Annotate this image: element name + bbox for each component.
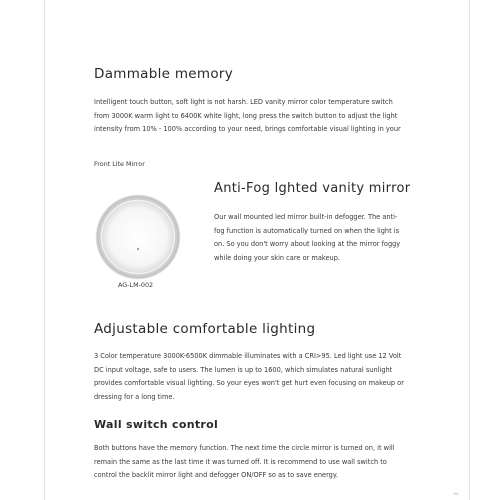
paragraph-line: remain the same as the last time it was turned off. It is recommend to use wall switch to	[94, 457, 387, 466]
round-led-mirror-image	[94, 193, 182, 281]
adjustable-lighting-heading: Adjustable comfortable lighting	[94, 321, 316, 337]
paragraph-line: DC input voltage, safe to users. The lumen is up to 1600, which simulates natural sunlight	[94, 365, 393, 374]
product-label: Front Lite Mirror	[94, 160, 145, 168]
paragraph-line: Our wall mounted led mirror built-in defogger. The anti-	[214, 213, 398, 221]
anti-fog-paragraph	[214, 211, 424, 265]
paragraph-line: while doing your skin care or makeup.	[214, 253, 340, 262]
anti-fog-heading: Anti-Fog lghted vanity mirror	[214, 181, 411, 196]
mirror-face	[103, 202, 174, 273]
wall-switch-heading: Wall switch control	[94, 418, 219, 431]
page-number: 04	[453, 492, 458, 496]
paragraph-line: control the backlit mirror light and defogger ON/OFF so as to save energy.	[94, 471, 338, 479]
paragraph-line: Both buttons have the memory function. The next time the circle mirror is turned on, it will	[94, 444, 395, 452]
paragraph-line: provides comfortable visual lighting. So your eyes won't get hurt even focusing on makeup or	[94, 379, 404, 387]
paragraph-line: intensity from 10% - 100% according to your need, brings comfortable visual lighting in your	[94, 125, 401, 133]
paragraph-line: from 3000K warm light to 6400K white light, long press the switch button to adjust the light	[94, 111, 398, 120]
paragraph-line: Intelligent touch button, soft light is not harsh. LED vanity mirror color temperature switch	[94, 98, 393, 106]
paragraph-line: on. So you don't worry about looking at the mirror foggy	[214, 240, 401, 248]
paragraph-line: fog function is automatically turned on when the light is	[214, 226, 400, 235]
paragraph-line: dressing for a long time.	[94, 392, 175, 401]
wall-switch-paragraph	[94, 442, 424, 483]
dammable-memory-paragraph	[94, 96, 424, 137]
model-number: AG-LM-002	[118, 281, 154, 289]
paragraph-line: 3 Color temperature 3000K-6500K dimmable illuminates with a CRI>95. Led light use 12 Volt	[94, 352, 402, 360]
adjustable-lighting-paragraph	[94, 350, 424, 404]
dammable-memory-heading: Dammable memory	[94, 66, 234, 82]
touch-button-icon	[137, 248, 139, 250]
